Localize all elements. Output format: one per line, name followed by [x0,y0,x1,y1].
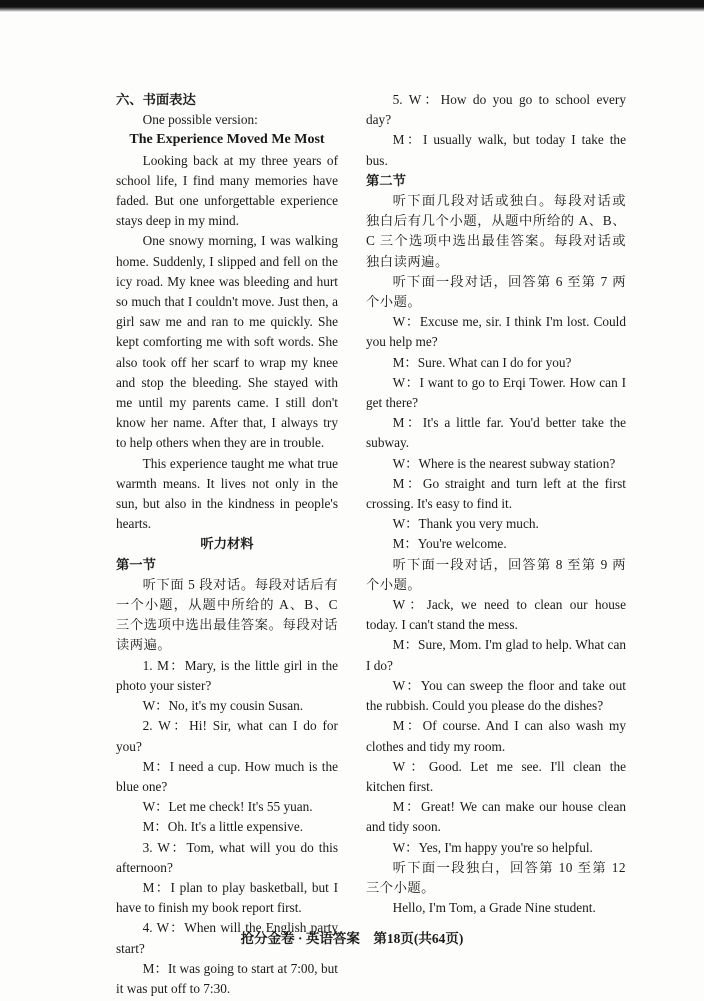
subsection-heading: 第一节 [116,556,156,572]
intro-line: One possible version: [142,112,258,128]
listening-heading: 听力材料 [200,536,254,552]
dialog-line: M：I usually walk, but today I take the bus. [366,132,626,168]
section-heading: 六、书面表达 [116,92,196,107]
dialog-line: M：I need a cup. How much is the blue one? [116,758,338,794]
dialog-line: W：Let me check! It's 55 yuan. [142,799,313,815]
dialog-line: 3. W：Tom, what will you do this afternoon? [116,839,338,875]
dialog-line: M：Sure, Mom. I'm glad to help. What can I do? [366,637,626,673]
dialog-line: 1. M：Mary, is the little girl in the photo your sister? [116,657,338,693]
dialog-line: 4. W：When will the English party start? [116,920,338,956]
right-column [366,90,626,918]
dialog-line: W：Jack, we need to clean our house today. I can't stand the mess. [366,597,626,633]
instruction: 听下面一段对话，回答第 6 至第 7 两个小题。 [366,273,626,310]
dialog-line: M：Of course. And I can also wash my clothes and tidy my room. [366,718,626,754]
left-column [116,90,338,999]
scan-top-edge [0,0,704,12]
page-footer: 抢分金卷 · 英语答案 第18页(共64页) [240,931,464,946]
dialog-line: W：You can sweep the floor and take out the rubbish. Could you please do the dishes? [366,677,626,714]
dialog-line: W：Where is the nearest subway station? [392,455,616,471]
dialog-line: M：It was going to start at 7:00, but it was put off to 7:30. [116,960,338,996]
paragraph: Looking back at my three years of school life, I find many memories have faded. But one unforgettable experience stays deep in my mind. [116,152,338,229]
paragraph: This experience taught me what true warmth means. It lives not only in the sun, but also in the kindness in people's hearts. [116,455,338,532]
dialog-line: M：You're welcome. [392,536,507,552]
subsection-heading: 第二节 [366,172,406,188]
dialog-line: W：Yes, I'm happy you're so helpful. [392,839,593,855]
dialog-line: M：Go straight and turn left at the first crossing. It's easy to find it. [366,475,626,512]
dialog-line: W：I want to go to Erqi Tower. How can I get there? [366,374,626,411]
dialog-line: M：I plan to play basketball, but I have to finish my book report first. [116,879,338,916]
dialog-line: W：Thank you very much. [392,516,539,532]
dialog-line: 2. W：Hi! Sir, what can I do for you? [116,718,338,754]
essay-title: The Experience Moved Me Most [129,132,325,148]
dialog-line: M：Great! We can make our house clean and tidy soon. [366,799,626,835]
dialog-line: W：Excuse me, sir. I think I'm lost. Could you help me? [366,314,626,350]
dialog-line: M：Sure. What can I do for you? [392,354,572,370]
instruction: 听下面一段独白，回答第 10 至第 12 三个小题。 [366,859,626,895]
dialog-line: W：No, it's my cousin Susan. [142,698,304,714]
dialog-line: W：Good. Let me see. I'll clean the kitchen first. [366,758,626,794]
instruction: 听下面几段对话或独白。每段对话或独白后有几个小题，从题中所给的 A、B、C 三个选项中选出最佳答案。每段对话或独白读两遍。 [366,193,626,269]
paragraph: One snowy morning, I was walking home. Suddenly, I slipped and fell on the icy road. My knee was bleeding and hurt so much that I couldn't move. Just then, a girl saw me and ran to me quickly. She kept comforting me with soft words. She also took off her scarf to wrap my knee and stop the bleeding. She stayed with me until my parents came. I still don't know her name. After that, I always try to help others when they are in trouble. [116,233,338,451]
dialog-line: 5. W：How do you go to school every day? [366,92,626,128]
dialog-line: M：Oh. It's a little expensive. [142,819,304,835]
instruction: 听下面一段对话，回答第 8 至第 9 两个小题。 [366,556,626,592]
instruction: 听下面 5 段对话。每段对话后有一个小题，从题中所给的 A、B、C 三个选项中选出最佳答案。每段对话读两遍。 [116,576,338,653]
dialog-line: M：It's a little far. You'd better take the subway. [366,415,626,451]
monologue-line: Hello, I'm Tom, a Grade Nine student. [392,900,596,916]
